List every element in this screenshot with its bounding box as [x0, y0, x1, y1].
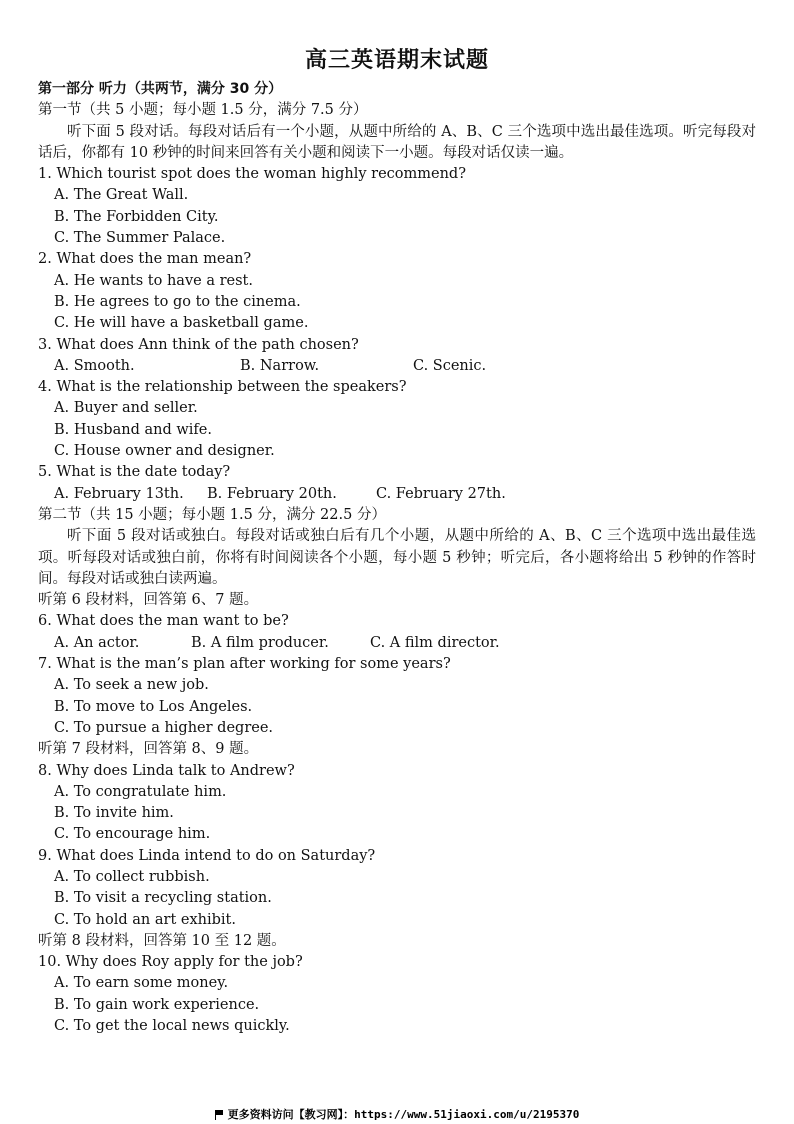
q5-option-a: A. February 13th. — [54, 485, 184, 502]
question-6: 6. What does the man want to be? — [38, 613, 289, 630]
q7-option-b: B. To move to Los Angeles. — [54, 698, 253, 715]
q5-options — [38, 484, 756, 505]
q10-option-a: A. To earn some money. — [54, 975, 229, 992]
question-7: 7. What is the man’s plan after working for some years? — [38, 656, 451, 673]
page-title: 高三英语期末试题 — [304, 48, 489, 73]
footer-link[interactable]: 更多资料访问【教习网】：https://www.51jiaoxi.com/u/2195370 — [227, 1108, 580, 1121]
q4-option-a: A. Buyer and seller. — [54, 400, 198, 417]
question-3: 3. What does Ann think of the path chosen? — [38, 336, 359, 353]
q7-option-c: C. To pursue a higher degree. — [54, 719, 274, 736]
question-9: 9. What does Linda intend to do on Saturday? — [38, 847, 376, 864]
q1-option-b: B. The Forbidden City. — [54, 208, 219, 225]
q1-option-a: A. The Great Wall. — [54, 187, 189, 204]
q3-option-c: C. Scenic. — [413, 357, 487, 374]
section2-instructions: 听下面 5 段对话或独白。每段对话或独白后有几个小题，从题中所给的 A、B、C 三个选项中选出最佳选项。听每段对话或独白前，你将有时间阅读各个小题，每小题 5 秒钟；听完后，各小题将给出 5 秒钟的作答时间。每段对话或独白读两遍。 — [38, 528, 756, 587]
q4-option-b: B. Husband and wife. — [54, 421, 212, 438]
flag-icon — [215, 1110, 224, 1119]
material-7-note: 听第 7 段材料，回答第 8、9 题。 — [38, 741, 259, 758]
q7-option-a: A. To seek a new job. — [54, 677, 209, 694]
question-2: 2. What does the man mean? — [38, 251, 252, 268]
q10-option-c: C. To get the local news quickly. — [54, 1018, 290, 1035]
q8-option-b: B. To invite him. — [54, 805, 174, 822]
q9-option-a: A. To collect rubbish. — [54, 868, 210, 885]
q6-option-c: C. A film director. — [370, 634, 500, 651]
material-8-note: 听第 8 段材料，回答第 10 至 12 题。 — [38, 932, 286, 949]
q8-option-c: C. To encourage him. — [54, 826, 211, 843]
q5-option-c: C. February 27th. — [376, 485, 506, 502]
exam-content — [38, 79, 756, 1037]
q3-options — [38, 356, 756, 377]
q3-option-a: A. Smooth. — [54, 357, 135, 374]
question-5: 5. What is the date today? — [38, 464, 231, 481]
q6-option-b: B. A film producer. — [191, 634, 329, 651]
question-1: 1. Which tourist spot does the woman highly recommend? — [38, 166, 466, 183]
q6-option-a: A. An actor. — [54, 634, 140, 651]
question-10: 10. Why does Roy apply for the job? — [38, 954, 303, 971]
q1-option-c: C. The Summer Palace. — [54, 230, 226, 247]
q6-options — [38, 633, 756, 654]
q9-option-c: C. To hold an art exhibit. — [54, 911, 236, 928]
q2-option-b: B. He agrees to go to the cinema. — [54, 293, 301, 310]
section1-heading: 第一节（共 5 小题；每小题 1.5 分，满分 7.5 分） — [38, 102, 368, 119]
section1-instructions: 听下面 5 段对话。每段对话后有一个小题，从题中所给的 A、B、C 三个选项中选出最佳选项。听完每段对话后，你都有 10 秒钟的时间来回答有关小题和阅读下一小题。每段对话仅读一遍。 — [38, 123, 756, 161]
q4-option-c: C. House owner and designer. — [54, 443, 275, 460]
q3-option-b: B. Narrow. — [240, 357, 320, 374]
q2-option-c: C. He will have a basketball game. — [54, 315, 309, 332]
q8-option-a: A. To congratulate him. — [54, 783, 227, 800]
q9-option-b: B. To visit a recycling station. — [54, 890, 272, 907]
section2-heading: 第二节（共 15 小题；每小题 1.5 分，满分 22.5 分） — [38, 506, 386, 523]
q2-option-a: A. He wants to have a rest. — [54, 272, 253, 289]
material-6-note: 听第 6 段材料，回答第 6、7 题。 — [38, 592, 259, 609]
q5-option-b: B. February 20th. — [207, 485, 337, 502]
q10-option-b: B. To gain work experience. — [54, 996, 260, 1013]
question-8: 8. Why does Linda talk to Andrew? — [38, 762, 295, 779]
question-4: 4. What is the relationship between the speakers? — [38, 379, 407, 396]
footer — [0, 1106, 794, 1122]
part1-heading: 第一部分 听力（共两节，满分 30 分） — [38, 81, 283, 97]
